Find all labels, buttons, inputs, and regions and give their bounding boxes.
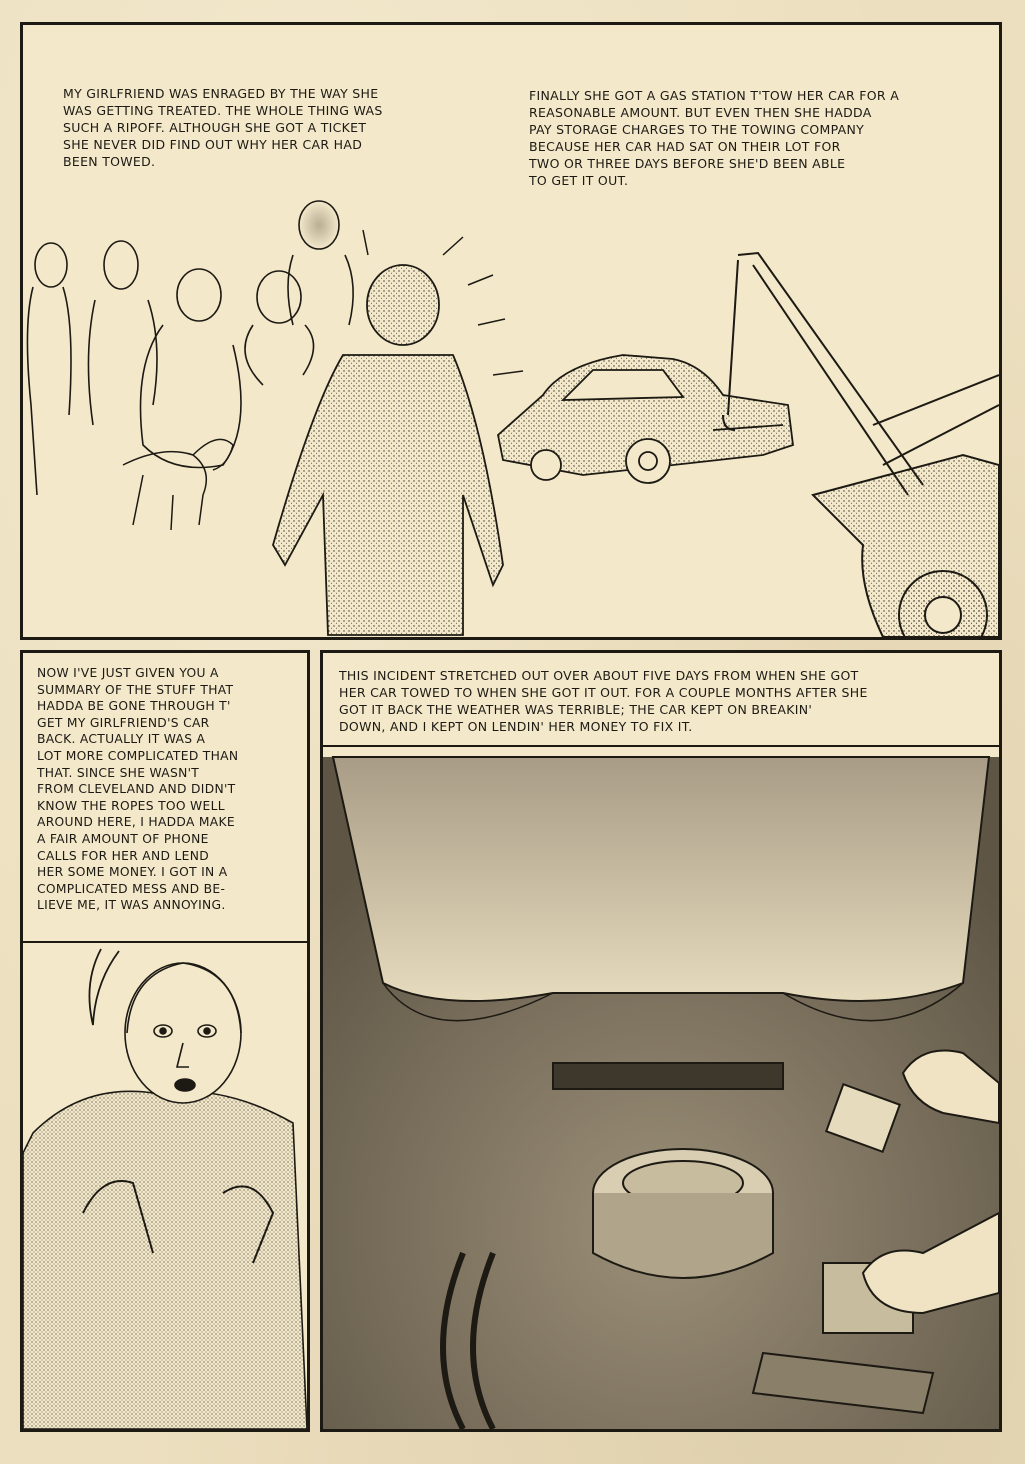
engine-illustration [323,653,999,1429]
caption-incident-five-days: THIS INCIDENT STRETCHED OUT OVER ABOUT FIVE DAYS FROM WHEN SHE GOT HER CAR TOWED TO WHEN SHE GOT IT OUT. FOR A COUPLE MONTHS AFTER SHE GOT IT BACK THE WEATHER WAS TERRIBLE; THE CAR KEPT ON BREAKIN' DOWN, AND I KEPT ON LENDIN' HER MONEY TO FIX IT. [339,668,868,734]
grille-vents [553,1063,783,1089]
panel-bottom-left-narrator [20,650,310,1432]
narrator-figure [23,963,307,1429]
towing-illustration [23,25,999,637]
caption-girlfriend-enraged: MY GIRLFRIEND WAS ENRAGED BY THE WAY SHE WAS GETTING TREATED. THE WHOLE THING WAS SUCH A RIPOFF. ALTHOUGH SHE GOT A TICKET SHE NEVER DID FIND OUT WHY HER CAR HAD BEEN TOWED. [63,86,383,169]
panel-bottom-right-engine [320,650,1002,1432]
panel-top-towing [20,22,1002,640]
caption-gas-station-tow: FINALLY SHE GOT A GAS STATION T'TOW HER CAR FOR A REASONABLE AMOUNT. BUT EVEN THEN SHE HADDA PAY STORAGE CHARGES TO THE TOWING COMPANY BECAUSE HER CAR HAD SAT ON THEIR LOT FOR TWO OR THREE DAYS BEFORE SHE'D BEEN ABLE TO GET IT OUT. [529,88,900,188]
caption-summary-stuff: NOW I'VE JUST GIVEN YOU A SUMMARY OF THE STUFF THAT HADDA BE GONE THROUGH T' GET MY GIRLFRIEND'S CAR BACK. ACTUALLY IT WAS A LOT MORE COMPLICATED THAN THAT. SINCE SHE WASN'T FROM CLEVELAND AND DIDN'T KNOW THE ROPES TOO WELL AROUND HERE, I HADDA MAKE A FAIR AMOUNT OF PHONE CALLS FOR HER AND LEND HER SOME MONEY. I GOT IN A COMPLICATED MESS AND BE- LIEVE ME, IT WAS ANNOYING. [37,666,239,913]
open-hood [333,757,989,1001]
speech-bubble-tail [89,949,119,1025]
towed-sedan [498,355,793,483]
dog-figure [123,439,233,530]
narrator-illustration [23,653,307,1429]
woman-in-coat [273,265,503,635]
